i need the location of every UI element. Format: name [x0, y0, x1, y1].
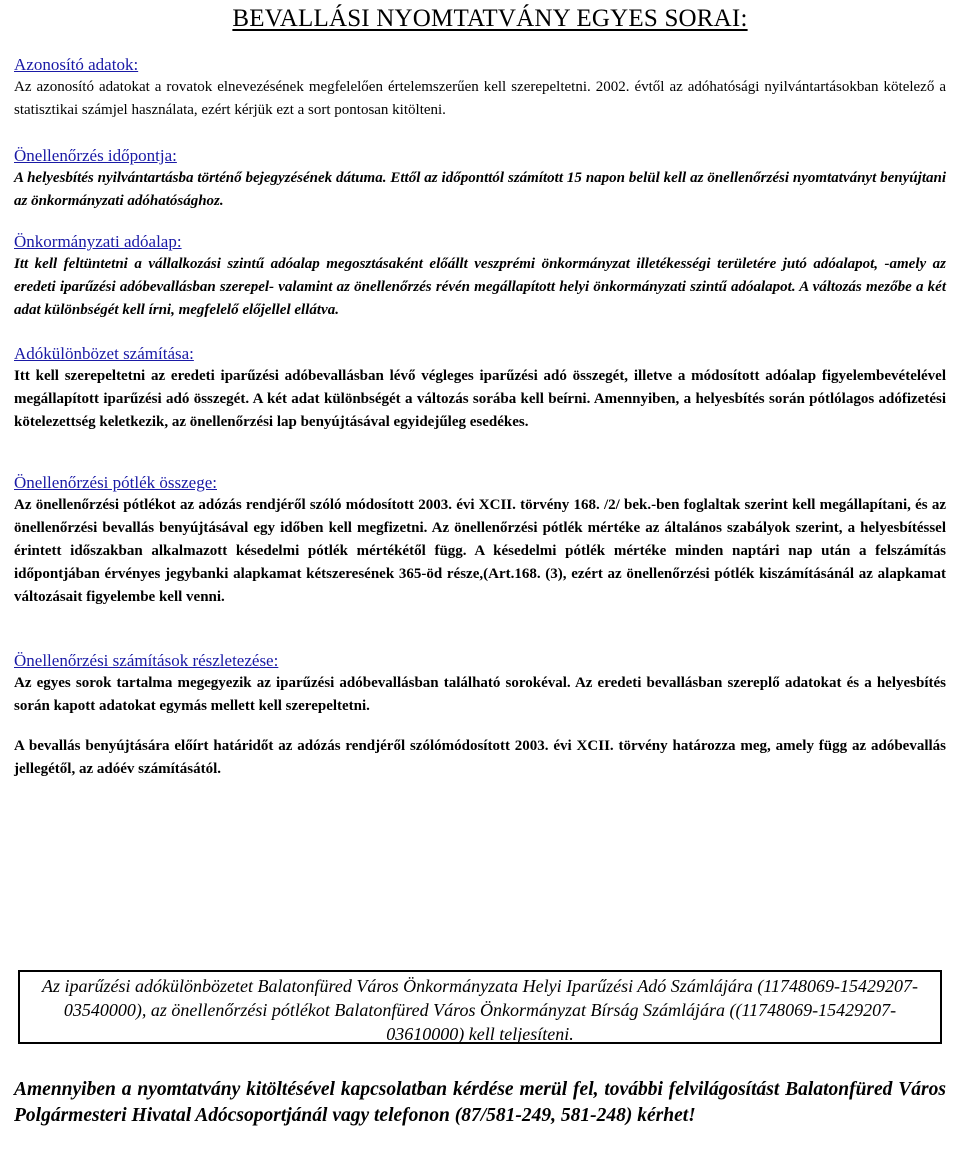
contact-footer: Amennyiben a nyomtatvány kitöltésével kapcsolatban kérdése merül fel, további felvilágosítást Balatonfüred Város Polgármesteri Hivatal Adócsoportjánál vagy telefonon (87/581-249, 581-248) kérhet! [14, 1079, 946, 1126]
section-paragraph: Itt kell feltüntetni a vállalkozási szintű adóalap megosztásaként előállt veszprémi önkormányzat illetékességi területére jutó adóalapot, -amely az eredeti iparűzési adóbevallásban szerepel- valamint az önellenőrzés révén megállapított helyi önkormányzati szintű adóalapot. A változás mezőbe a két adat különbségét kell írni, megfelelő előjellel ellátva. [14, 256, 946, 318]
section-paragraph: Itt kell szerepeltetni az eredeti iparűzési adóbevallásban lévő végleges iparűzési adó összegét, illetve a módosított adóalap figyelembevételével megállapított iparűzési adó összegét. A két adat különbségét a változás sorába kell beírni. Amennyiben, a helyesbítés során pótlólagos adófizetési kötelezettség keletkezik, az önellenőrzési lap benyújtásával egyidejűleg esedékes. [14, 368, 946, 430]
section-potlek-osszege [14, 472, 946, 609]
section-paragraph: Az azonosító adatokat a rovatok elnevezésének megfelelően értelemszerűen kell szerepeltetni. 2002. évtől az adóhatósági nyilvántartásokban kötelező a statisztikai számjel használata, ezért kérjük ezt a sort pontosan kitölteni. [14, 79, 946, 118]
section-paragraph: Az önellenőrzési pótlékot az adózás rendjéről szóló módosított 2003. évi XCII. törvény 168. /2/ bek.-ben foglaltak szerint kell megállapítani, és az önellenőrzési bevallás benyújtásával egy időben kell megfizetni. Az önellenőrzési pótlék mértéke az általános szabályok szerint, a helyesbítéssel érintett időszakban alkalmazott késedelmi pótlék mértékétől függ. A késedelmi pótlék mértéke minden naptári nap után a felszámítás időpontjában érvényes jegybanki alapkamat kétszeresének 365-öd része,(Art.168. (3), ezért az önellenőrzési pótlék kiszámításánál az alapkamat változásait figyelembe kell venni. [14, 497, 946, 605]
section-heading: Önellenőrzési pótlék összege: [14, 473, 217, 492]
section-heading: Önkormányzati adóalap: [14, 232, 182, 251]
section-paragraph: Az egyes sorok tartalma megegyezik az iparűzési adóbevallásban található sorokéval. Az eredeti bevallásban szereplő adatokat és a helyesbítés során kapott adatokat egymás mellett kell szerepeltetni. [14, 675, 946, 714]
page-title: BEVALLÁSI NYOMTATVÁNY EGYES SORAI: [232, 5, 748, 32]
document-page [14, 0, 946, 1126]
section-heading: Önellenőrzési számítások részletezése: [14, 651, 279, 670]
section-paragraph: A helyesbítés nyilvántartásba történő bejegyzésének dátuma. Ettől az időponttól számított 15 napon belül kell az önellenőrzési nyomtatványt benyújtani az önkormányzati adóhatósághoz. [14, 170, 946, 209]
section-onellenorzes-idopontja [14, 145, 946, 213]
section-heading: Adókülönbözet számítása: [14, 344, 194, 363]
section-paragraph: A bevallás benyújtására előírt határidőt az adózás rendjéről szólómódosított 2003. évi XCII. törvény határozza meg, amely függ az adóbevallás jellegétől, az adóév számításától. [14, 738, 946, 777]
payment-info-text: Az iparűzési adókülönbözetet Balatonfüred Város Önkormányzata Helyi Iparűzési Adó Számlájára (11748069-15429207-03540000), az önellenőrzési pótlékot Balatonfüred Város Önkormányzat Bírság Számlájára ((11748069-15429207-03610000) kell teljesíteni. [42, 976, 918, 1044]
section-adokulonbozet [14, 343, 946, 434]
section-heading: Önellenőrzés időpontja: [14, 146, 177, 165]
section-heading: Azonosító adatok: [14, 55, 139, 74]
section-szamitasok-reszletezese [14, 650, 946, 781]
section-onkormanyzati-adoalap [14, 231, 946, 322]
payment-info-box [18, 970, 942, 1044]
section-azonosito [14, 54, 946, 122]
